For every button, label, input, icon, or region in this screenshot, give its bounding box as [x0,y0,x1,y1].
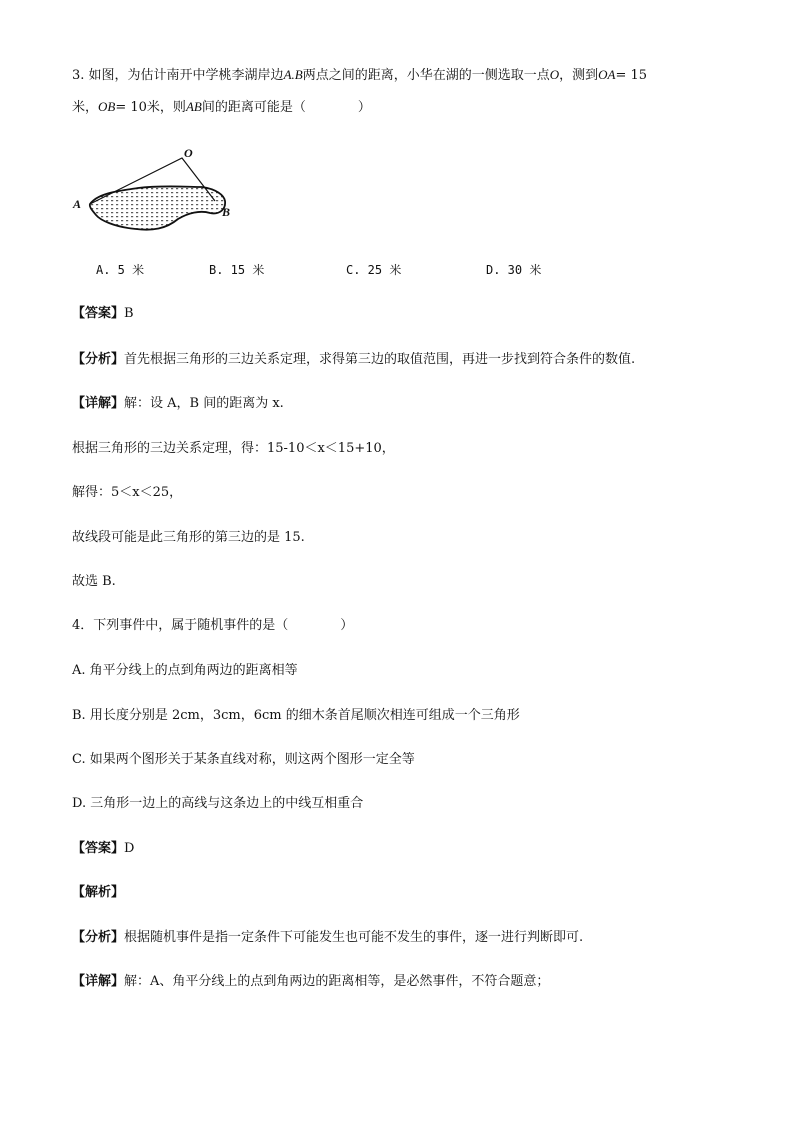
q3-segment-ob: OB [98,99,116,114]
answer-value: B [124,306,134,321]
q3-detail [72,395,284,413]
q3-point-o: O [549,67,560,82]
label-o: O [184,146,193,160]
q3-step-1: 根据三角形的三边关系定理，得：15-10＜x＜15+10， [72,441,395,456]
label-a: A [73,197,82,211]
detail-label: 【详解】 [72,974,125,989]
q3-stem-text: 两点之间的距离，小华在湖的一侧选取一点 [302,68,550,83]
q3-option-a[interactable]: A. 5 米 [96,263,145,277]
q4-answer [72,840,134,858]
q4-option-c[interactable]: C. 如果两个图形关于某条直线对称，则这两个图形一定全等 [72,752,415,767]
q3-option-c[interactable]: C. 25 米 [346,263,402,277]
q3-answer [72,305,134,323]
q3-points-ab: A.B [283,67,303,82]
q4-jiexi-label: 【解析】 [72,885,125,900]
detail-label: 【详解】 [72,396,125,411]
q3-analysis [72,351,635,369]
answer-label: 【答案】 [72,841,125,856]
q3-step-3: 故线段可能是此三角形的第三边的是 15. [72,530,305,545]
detail-text: 解：设 A，B 间的距离为 x. [124,396,284,411]
q4-analysis [72,929,583,947]
q3-segment-oa: OA [598,67,616,82]
q3-stem-text: ，测到 [559,68,599,83]
detail-text: 解：A、角平分线上的点到角两边的距离相等，是必然事件，不符合题意； [124,974,550,989]
q3-option-b[interactable]: B. 15 米 [209,263,265,277]
q3-stem-line1 [72,66,647,85]
analysis-label: 【分析】 [72,352,125,367]
answer-value: D [124,841,135,856]
q4-option-d[interactable]: D. 三角形一边上的高线与这条边上的中线互相重合 [72,796,364,811]
analysis-label: 【分析】 [72,930,125,945]
q4-stem: 4．下列事件中，属于随机事件的是（ ） [72,618,354,633]
q4-option-b[interactable]: B. 用长度分别是 2cm，3cm，6cm 的细木条首尾顺次相连可组成一个三角形 [72,708,520,723]
q4-detail [72,973,549,991]
q3-option-d[interactable]: D. 30 米 [486,263,542,277]
q3-options [96,261,576,279]
q3-stem-text: 间的距离可能是（ ） [201,100,371,115]
answer-label: 【答案】 [72,306,125,321]
q3-stem-text: = 10米，则 [115,100,186,115]
label-b: B [222,205,231,219]
q3-stem-text: 如图，为估计南开中学桃李湖岸边 [88,68,284,83]
q3-number: 3. [72,68,85,83]
lake-shape [90,186,225,229]
lake-triangle-figure [70,143,250,238]
q3-stem-text: = 15 [615,68,648,83]
q3-stem-text: 米， [72,100,99,115]
q4-option-a[interactable]: A. 角平分线上的点到角两边的距离相等 [72,663,298,678]
q3-segment-ab: AB [185,99,202,114]
q3-stem-line2 [72,98,371,117]
analysis-text: 首先根据三角形的三边关系定理，求得第三边的取值范围，再进一步找到符合条件的数值. [124,352,636,367]
q3-step-4: 故选 B. [72,574,116,589]
q3-step-2: 解得：5＜x＜25， [72,485,183,500]
analysis-text: 根据随机事件是指一定条件下可能发生也可能不发生的事件，逐一进行判断即可. [124,930,584,945]
